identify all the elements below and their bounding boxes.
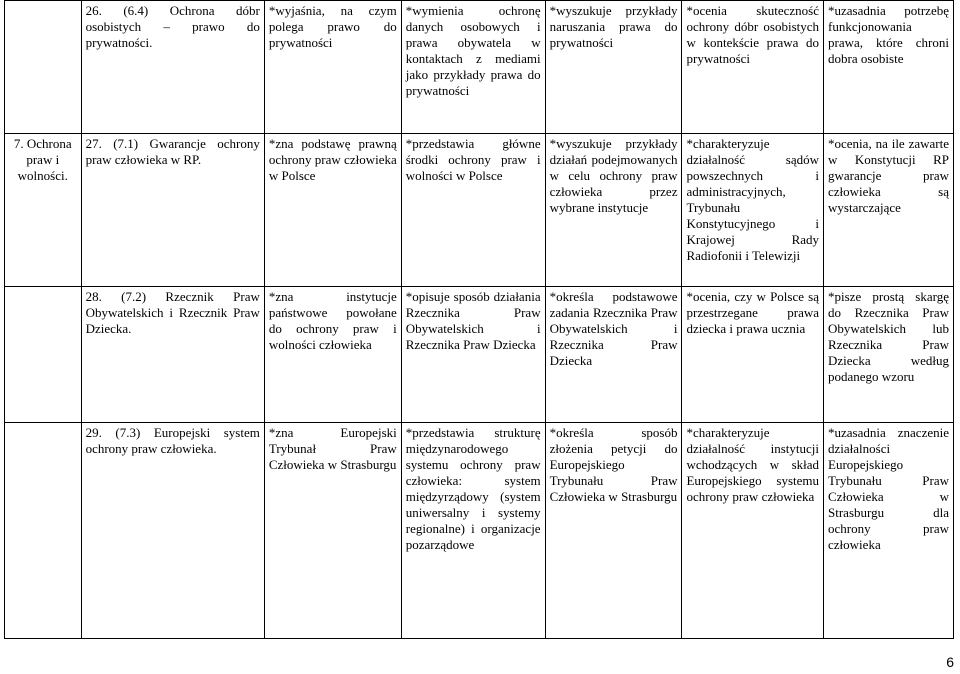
requirement-cell: *przedstawia strukturę międzynarodowego systemu ochrony praw człowieka: system międzyrządowy (system uniwersalny i systemy regionalne) i organizacje pozarządowe bbox=[401, 423, 545, 639]
requirement-cell: *zna podstawę prawną ochrony praw człowieka w Polsce bbox=[264, 134, 401, 287]
page-number: 6 bbox=[946, 654, 954, 670]
table-row bbox=[5, 287, 954, 423]
requirement-cell: *ocenia, czy w Polsce są przestrzegane prawa dziecka i prawa ucznia bbox=[682, 287, 824, 423]
requirement-cell: *przedstawia główne środki ochrony praw i wolności w Polsce bbox=[401, 134, 545, 287]
requirement-cell: *wyszukuje przykłady naruszania prawa do prywatności bbox=[545, 1, 682, 134]
requirement-cell: *wyszukuje przykłady działań podejmowanych w celu ochrony praw człowieka przez wybrane instytucje bbox=[545, 134, 682, 287]
section-cell: 7. Ochrona praw i wolności. bbox=[5, 134, 82, 287]
requirement-cell: *zna Europejski Trybunał Praw Człowieka w Strasburgu bbox=[264, 423, 401, 639]
requirement-cell: *charakteryzuje działalność sądów powszechnych i administracyjnych, Trybunału Konstytucyjnego i Krajowej Rady Radiofonii i Telewizji bbox=[682, 134, 824, 287]
requirement-cell: *zna instytucje państwowe powołane do ochrony praw i wolności człowieka bbox=[264, 287, 401, 423]
table-row bbox=[5, 423, 954, 639]
requirement-cell: *określa sposób złożenia petycji do Europejskiego Trybunału Praw Człowieka w Strasburgu bbox=[545, 423, 682, 639]
requirement-cell: *pisze prostą skargę do Rzecznika Praw Obywatelskich lub Rzecznika Praw Dziecka według podanego wzoru bbox=[824, 287, 954, 423]
curriculum-table bbox=[4, 0, 954, 639]
requirement-cell: *ocenia, na ile zawarte w Konstytucji RP gwarancje praw człowieka są wystarczające bbox=[824, 134, 954, 287]
topic-cell: 28. (7.2) Rzecznik Praw Obywatelskich i Rzecznik Praw Dziecka. bbox=[81, 287, 264, 423]
section-cell bbox=[5, 423, 82, 639]
table-row bbox=[5, 1, 954, 134]
requirement-cell: *wymienia ochronę danych osobowych i prawa obywatela w kontaktach z mediami jako przykłady prawa do prywatności bbox=[401, 1, 545, 134]
requirement-cell: *uzasadnia potrzebę funkcjonowania prawa, które chroni dobra osobiste bbox=[824, 1, 954, 134]
section-cell bbox=[5, 1, 82, 134]
requirement-cell: *określa podstawowe zadania Rzecznika Praw Obywatelskich i Rzecznika Praw Dziecka bbox=[545, 287, 682, 423]
topic-cell: 26. (6.4) Ochrona dóbr osobistych – prawo do prywatności. bbox=[81, 1, 264, 134]
topic-cell: 29. (7.3) Europejski system ochrony praw człowieka. bbox=[81, 423, 264, 639]
table-row bbox=[5, 134, 954, 287]
requirement-cell: *wyjaśnia, na czym polega prawo do prywatności bbox=[264, 1, 401, 134]
requirement-cell: *ocenia skuteczność ochrony dóbr osobistych w kontekście prawa do prywatności bbox=[682, 1, 824, 134]
topic-cell: 27. (7.1) Gwarancje ochrony praw człowieka w RP. bbox=[81, 134, 264, 287]
requirement-cell: *uzasadnia znaczenie działalności Europejskiego Trybunału Praw Człowieka w Strasburgu dla ochrony praw człowieka bbox=[824, 423, 954, 639]
section-cell bbox=[5, 287, 82, 423]
requirement-cell: *opisuje sposób działania Rzecznika Praw Obywatelskich i Rzecznika Praw Dziecka bbox=[401, 287, 545, 423]
requirement-cell: *charakteryzuje działalność instytucji wchodzących w skład Europejskiego systemu ochrony praw człowieka bbox=[682, 423, 824, 639]
